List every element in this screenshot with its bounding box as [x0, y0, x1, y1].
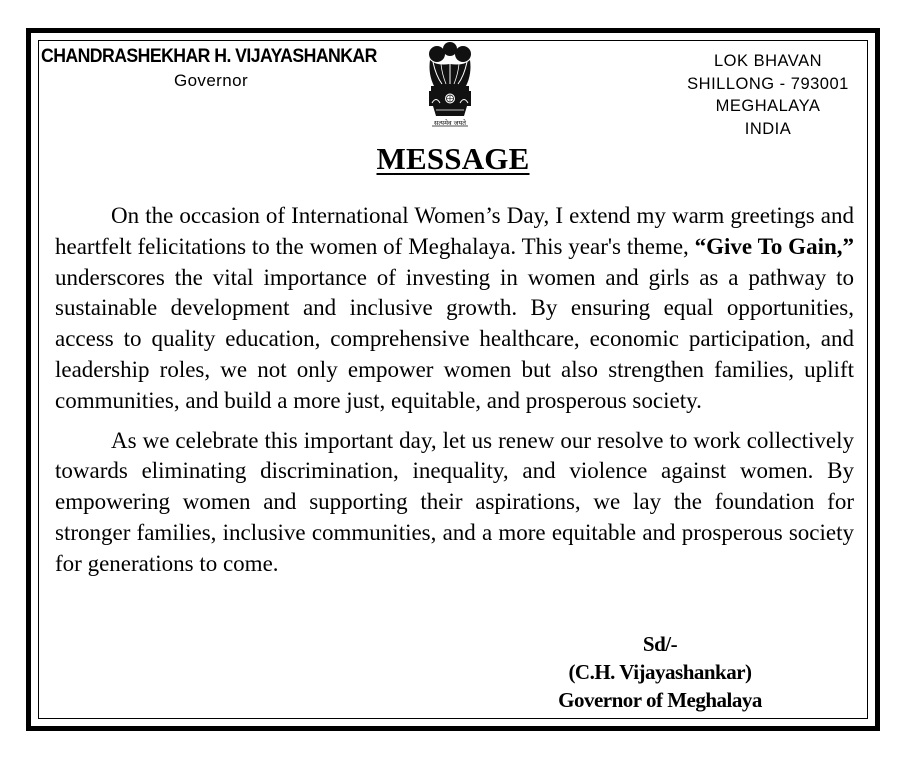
theme-highlight: “Give To Gain,”	[694, 233, 854, 259]
sender-title: Governor	[173, 71, 249, 90]
page-title: MESSAGE	[376, 141, 530, 176]
signatory-designation: Governor of Meghalaya	[558, 688, 762, 712]
signature-sd: Sd/-	[642, 632, 678, 656]
address-block	[668, 50, 868, 140]
sender-block	[41, 46, 401, 91]
address-line: MEGHALAYA	[715, 97, 821, 115]
address-line: SHILLONG - 793001	[687, 74, 849, 93]
signature-block	[510, 630, 810, 714]
address-line: INDIA	[744, 119, 792, 138]
emblem-motto: सत्यमेव जयते	[434, 119, 466, 127]
signatory-name: (C.H. Vijayashankar)	[568, 660, 752, 684]
paragraph: As we celebrate this important day, let us renew our resolve to work collectively towards eliminating discrimination, inequality, and violence against women. By empowering women and supporting their aspirations, we lay the foundation for stronger families, inclusive communities, and a more equitable and prosperous society for generations to come.	[55, 427, 854, 576]
message-body	[55, 201, 854, 580]
national-emblem-icon	[424, 40, 476, 132]
address-line: LOK BHAVAN	[713, 52, 822, 70]
sender-name: CHANDRASHEKHAR H. VIJAYASHANKAR	[41, 46, 377, 67]
paragraph: On the occasion of International Women’s Day, I extend my warm greetings and heartfelt felicitations to the women of Meghalaya. This year's theme, “Give To Gain,” underscores the vital importance of investing in women and girls as a pathway to sustainable development and inclusive growth. By ensuring equal opportunities, access to quality education, comprehensive healthcare, economic participation, and leadership roles, we not only empower women but also strengthen families, uplift communities, and build a more just, equitable, and prosperous society.	[55, 203, 854, 413]
